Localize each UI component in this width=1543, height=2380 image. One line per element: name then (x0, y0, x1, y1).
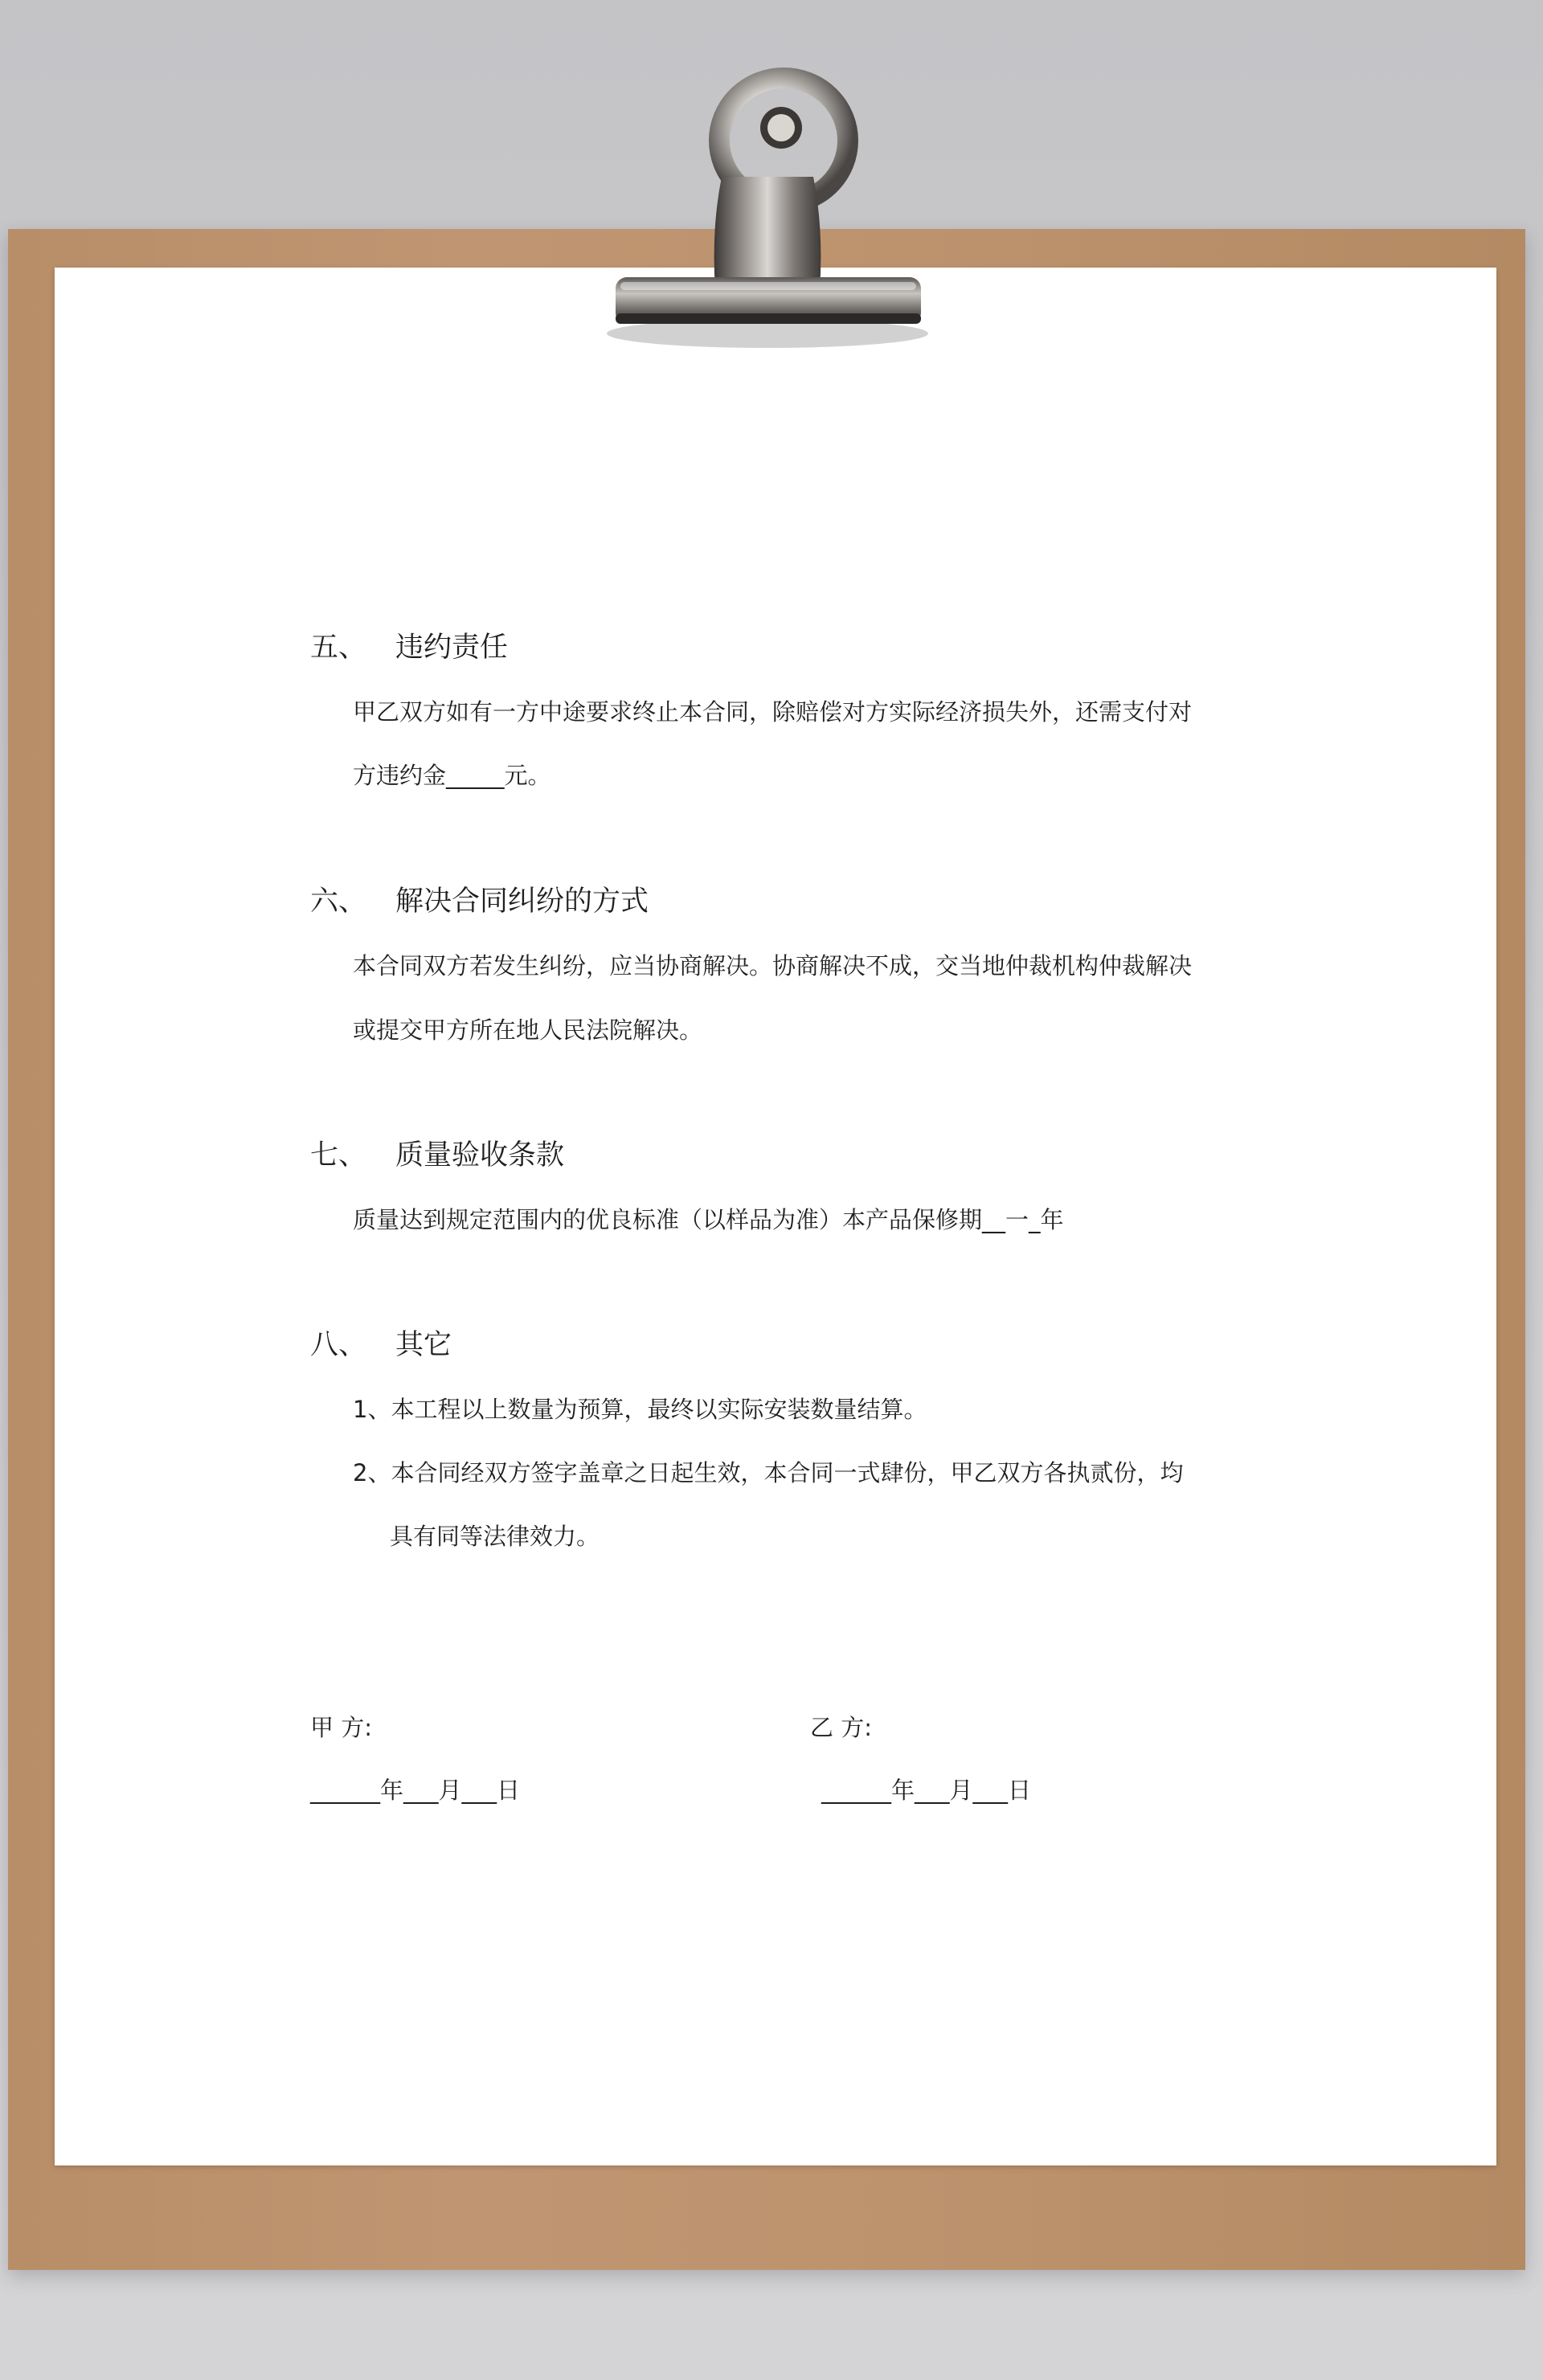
paragraph-line: 甲乙双方如有一方中途要求终止本合同，除赔偿对方实际经济损失外，还需支付对 (353, 698, 1193, 726)
party-b-date: ______年___月___日 (821, 1777, 1032, 1804)
section-title: 解决合同纠纷的方式 (395, 885, 649, 918)
paragraph-line: 本合同双方若发生纠纷，应当协商解决。协商解决不成，交当地仲裁机构仲裁解决 (353, 952, 1193, 979)
section-title: 质量验收条款 (395, 1139, 565, 1172)
party-b-label: 乙 方: (810, 1714, 872, 1741)
section-title: 其它 (395, 1329, 452, 1361)
section-seven-heading (310, 1138, 564, 1173)
party-a-date: ______年___月___日 (310, 1777, 521, 1804)
section-six-heading (310, 884, 649, 919)
list-item-continuation: 具有同等法律效力。 (390, 1523, 600, 1550)
paragraph-line: 或提交甲方所在地人民法院解决。 (353, 1016, 703, 1044)
section-eight-heading (310, 1327, 452, 1363)
section-number: 五、 (310, 632, 367, 664)
list-item: 1、本工程以上数量为预算，最终以实际安装数量结算。 (353, 1396, 927, 1423)
section-title: 违约责任 (395, 632, 509, 664)
paragraph-line: 方违约金_____元。 (353, 762, 551, 789)
party-a-label: 甲 方: (310, 1714, 372, 1741)
section-number: 七、 (310, 1139, 367, 1172)
section-five-heading (310, 630, 508, 665)
paragraph-line: 质量达到规定范围内的优良标准（以样品为准）本产品保修期__一_年 (353, 1206, 1064, 1233)
section-number: 六、 (310, 885, 367, 918)
list-item: 2、本合同经双方签字盖章之日起生效，本合同一式肆份，甲乙双方各执贰份，均 (353, 1459, 1184, 1486)
section-number: 八、 (310, 1329, 367, 1361)
